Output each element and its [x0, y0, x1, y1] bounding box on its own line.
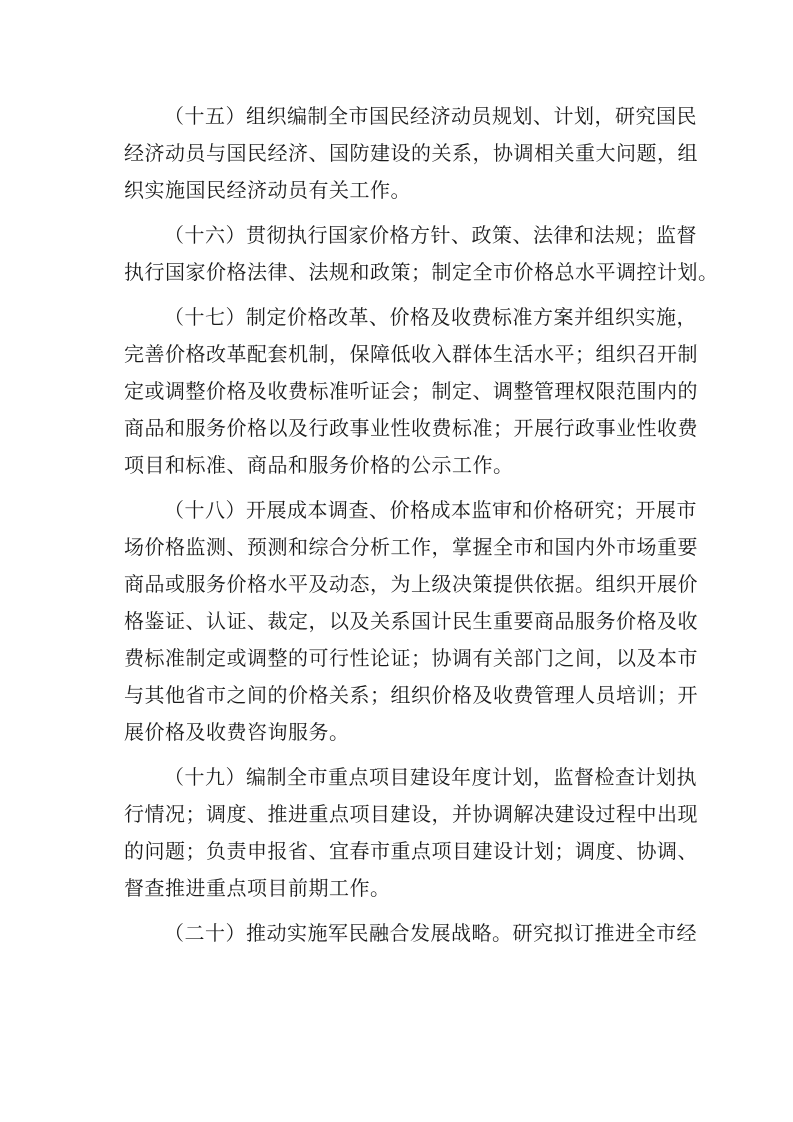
text-line: 督查推进重点项目前期工作。 — [124, 876, 391, 900]
text-line: 织实施国民经济动员有关工作。 — [124, 178, 411, 202]
text-line: 经济动员与国民经济、国防建设的关系，协调相关重大问题，组 — [124, 141, 698, 165]
paragraph-16 — [124, 217, 719, 291]
text-line: 完善价格改革配套机制，保障低收入群体生活水平；组织召开制 — [124, 342, 698, 366]
text-line: （十七）制定价格改革、价格及收费标准方案并组织实施， — [164, 305, 697, 329]
paragraph-19 — [124, 759, 698, 907]
text-line: 行情况；调度、推进重点项目建设，并协调解决建设过程中出现 — [124, 802, 698, 826]
paragraph-20 — [124, 915, 697, 952]
text-line: 的问题；负责申报省、宜春市重点项目建设计划；调度、协调、 — [124, 839, 698, 863]
text-line: 格鉴证、认证、裁定，以及关系国计民生重要商品服务价格及收 — [124, 609, 698, 633]
text-line: 场价格监测、预测和综合分析工作，掌握全市和国内外市场重要 — [124, 535, 698, 559]
text-line: （十九）编制全市重点项目建设年度计划，监督检查计划执 — [164, 765, 697, 789]
text-line: （十五）组织编制全市国民经济动员规划、计划，研究国民 — [164, 104, 697, 128]
paragraph-18 — [124, 492, 698, 751]
text-line: 费标准制定或调整的可行性论证；协调有关部门之间，以及本市 — [124, 646, 698, 670]
text-line: （二十）推动实施军民融合发展战略。研究拟订推进全市经 — [164, 921, 697, 945]
text-line: （十六）贯彻执行国家价格方针、政策、法律和法规；监督 — [164, 223, 697, 247]
text-line: 展价格及收费咨询服务。 — [124, 720, 350, 744]
document-body — [124, 98, 719, 960]
paragraph-15 — [124, 98, 698, 209]
text-line: 与其他省市之间的价格关系；组织价格及收费管理人员培训；开 — [124, 683, 698, 707]
paragraph-17 — [124, 299, 698, 484]
text-line: （十八）开展成本调查、价格成本监审和价格研究；开展市 — [164, 498, 697, 522]
text-line: 定或调整价格及收费标准听证会；制定、调整管理权限范围内的 — [124, 379, 698, 403]
text-line: 商品和服务价格以及行政事业性收费标准；开展行政事业性收费 — [124, 416, 698, 440]
text-line: 项目和标准、商品和服务价格的公示工作。 — [124, 453, 514, 477]
text-line: 商品或服务价格水平及动态，为上级决策提供依据。组织开展价 — [124, 572, 698, 596]
text-line: 执行国家价格法律、法规和政策；制定全市价格总水平调控计划。 — [124, 260, 719, 284]
